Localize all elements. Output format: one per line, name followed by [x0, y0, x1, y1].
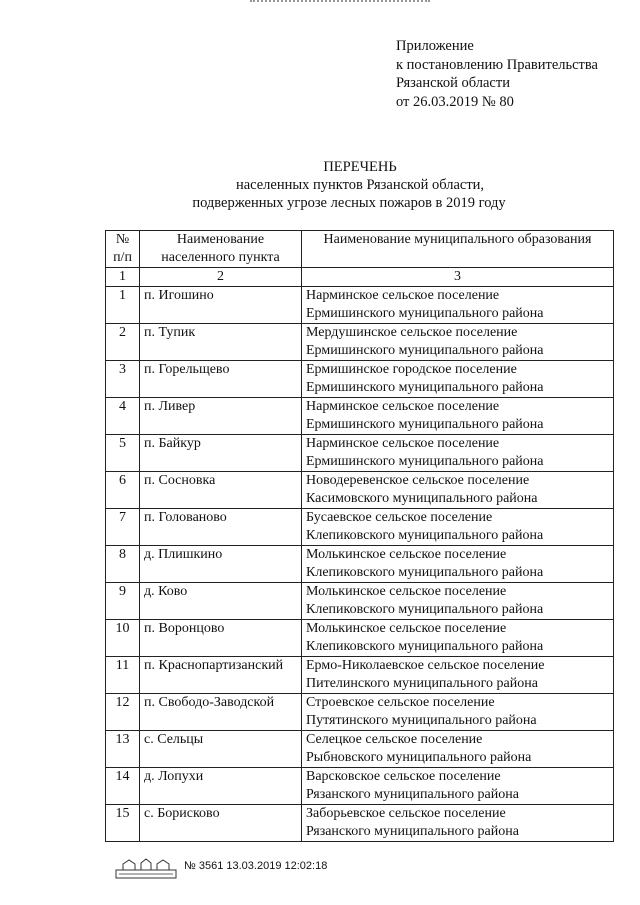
table-row — [106, 324, 614, 361]
row-number: 10 — [106, 620, 140, 657]
row-number: 8 — [106, 546, 140, 583]
municipality-settlement: Молькинское сельское поселение — [306, 547, 507, 562]
row-number: 12 — [106, 694, 140, 731]
table-row — [106, 361, 614, 398]
table-row — [106, 435, 614, 472]
municipality-settlement: Ермо-Николаевское сельское поселение — [306, 658, 545, 673]
settlement-name: п. Тупик — [140, 324, 302, 361]
settlement-name: д. Лопухи — [140, 768, 302, 805]
table-row — [106, 472, 614, 509]
row-number: 9 — [106, 583, 140, 620]
municipality-settlement: Мердушинское сельское поселение — [306, 325, 518, 340]
municipality-name — [302, 620, 614, 657]
municipality-district: Рязанского муниципального района — [306, 824, 519, 839]
table-row — [106, 546, 614, 583]
settlement-name: п. Игошино — [140, 287, 302, 324]
municipality-settlement: Молькинское сельское поселение — [306, 584, 507, 599]
municipality-district: Пителинского муниципального района — [306, 676, 538, 691]
municipality-district: Ермишинского муниципального района — [306, 380, 544, 395]
row-number: 7 — [106, 509, 140, 546]
municipality-name — [302, 472, 614, 509]
municipality-district: Клепиковского муниципального района — [306, 639, 544, 654]
settlement-name: п. Сосновка — [140, 472, 302, 509]
municipality-name — [302, 583, 614, 620]
table-header-row — [106, 231, 614, 268]
table-row — [106, 694, 614, 731]
column-index: 2 — [140, 268, 302, 287]
municipality-settlement: Селецкое сельское поселение — [306, 732, 483, 747]
municipality-name — [302, 287, 614, 324]
row-number: 1 — [106, 287, 140, 324]
municipality-district: Ермишинского муниципального района — [306, 306, 544, 321]
row-number: 6 — [106, 472, 140, 509]
municipality-name — [302, 324, 614, 361]
municipality-district: Клепиковского муниципального района — [306, 528, 544, 543]
table-row — [106, 287, 614, 324]
municipality-settlement: Нарминское сельское поселение — [306, 436, 500, 451]
column-index: 1 — [106, 268, 140, 287]
municipality-district: Рыбновского муниципального района — [306, 750, 532, 765]
registry-number: № 3561 13.03.2019 12:02:18 — [184, 860, 328, 872]
table-row — [106, 620, 614, 657]
municipality-name — [302, 731, 614, 768]
municipality-settlement: Варсковское сельское поселение — [306, 769, 501, 784]
municipality-name — [302, 546, 614, 583]
settlement-name: п. Байкур — [140, 435, 302, 472]
municipality-district: Путятинского муниципального района — [306, 713, 537, 728]
municipality-district: Клепиковского муниципального района — [306, 602, 544, 617]
municipality-name — [302, 805, 614, 842]
column-index: 3 — [302, 268, 614, 287]
table-row — [106, 509, 614, 546]
row-number: 14 — [106, 768, 140, 805]
municipality-name — [302, 398, 614, 435]
row-number: 13 — [106, 731, 140, 768]
settlement-name: п. Свободо-Заводской — [140, 694, 302, 731]
table-row — [106, 731, 614, 768]
municipality-name — [302, 509, 614, 546]
row-number: 15 — [106, 805, 140, 842]
scan-artifact — [250, 0, 430, 6]
municipality-district: Касимовского муниципального района — [306, 491, 538, 506]
settlement-name: п. Горельщево — [140, 361, 302, 398]
municipality-district: Ермишинского муниципального района — [306, 343, 544, 358]
municipality-settlement: Нарминское сельское поселение — [306, 288, 500, 303]
document-subtitle: населенных пунктов Рязанской области, — [235, 177, 485, 193]
municipality-settlement: Строевское сельское поселение — [306, 695, 495, 710]
document-heading — [0, 158, 640, 212]
header-settlement: Наименование населенного пункта — [140, 231, 302, 268]
municipality-district: Ермишинского муниципального района — [306, 454, 544, 469]
row-number: 2 — [106, 324, 140, 361]
municipality-settlement: Бусаевское сельское поселение — [306, 510, 493, 525]
settlement-name: с. Сельцы — [140, 731, 302, 768]
settlement-name: с. Борисково — [140, 805, 302, 842]
settlement-name: д. Ково — [140, 583, 302, 620]
settlement-name: п. Голованово — [140, 509, 302, 546]
settlement-name: п. Ливер — [140, 398, 302, 435]
appendix-line: к постановлению Правительства — [396, 56, 598, 73]
municipality-district: Клепиковского муниципального района — [306, 565, 544, 580]
table-row — [106, 768, 614, 805]
municipality-name — [302, 768, 614, 805]
appendix-block — [396, 37, 598, 111]
settlement-name: п. Воронцово — [140, 620, 302, 657]
settlements-table — [105, 230, 614, 842]
header-municipality: Наименование муниципального образования — [302, 231, 614, 268]
table-row — [106, 398, 614, 435]
municipality-name — [302, 657, 614, 694]
settlement-name: п. Краснопартизанский — [140, 657, 302, 694]
municipality-district: Ермишинского муниципального района — [306, 417, 544, 432]
municipality-settlement: Нарминское сельское поселение — [306, 399, 500, 414]
document-subtitle: подверженных угрозе лесных пожаров в 2019 году — [192, 195, 506, 211]
header-num: № п/п — [106, 231, 140, 268]
row-number: 5 — [106, 435, 140, 472]
row-number: 4 — [106, 398, 140, 435]
municipality-settlement: Заборьевское сельское поселение — [306, 806, 506, 821]
municipality-settlement: Молькинское сельское поселение — [306, 621, 507, 636]
document-title: ПЕРЕЧЕНЬ — [323, 159, 397, 175]
municipality-name — [302, 694, 614, 731]
municipality-name — [302, 361, 614, 398]
table-row — [106, 583, 614, 620]
municipality-district: Рязанского муниципального района — [306, 787, 519, 802]
municipality-name — [302, 435, 614, 472]
settlement-name: д. Плишкино — [140, 546, 302, 583]
appendix-line: Рязанской области — [396, 75, 510, 91]
row-number: 3 — [106, 361, 140, 398]
registry-stamp-icon — [115, 857, 177, 879]
table-row — [106, 805, 614, 842]
row-number: 11 — [106, 657, 140, 694]
appendix-line: Приложение — [396, 38, 474, 54]
municipality-settlement: Новодеревенское сельское поселение — [306, 473, 530, 488]
municipality-settlement: Ермишинское городское поселение — [306, 362, 517, 377]
appendix-line: от 26.03.2019 № 80 — [396, 93, 514, 110]
column-index-row — [106, 268, 614, 287]
table-row — [106, 657, 614, 694]
